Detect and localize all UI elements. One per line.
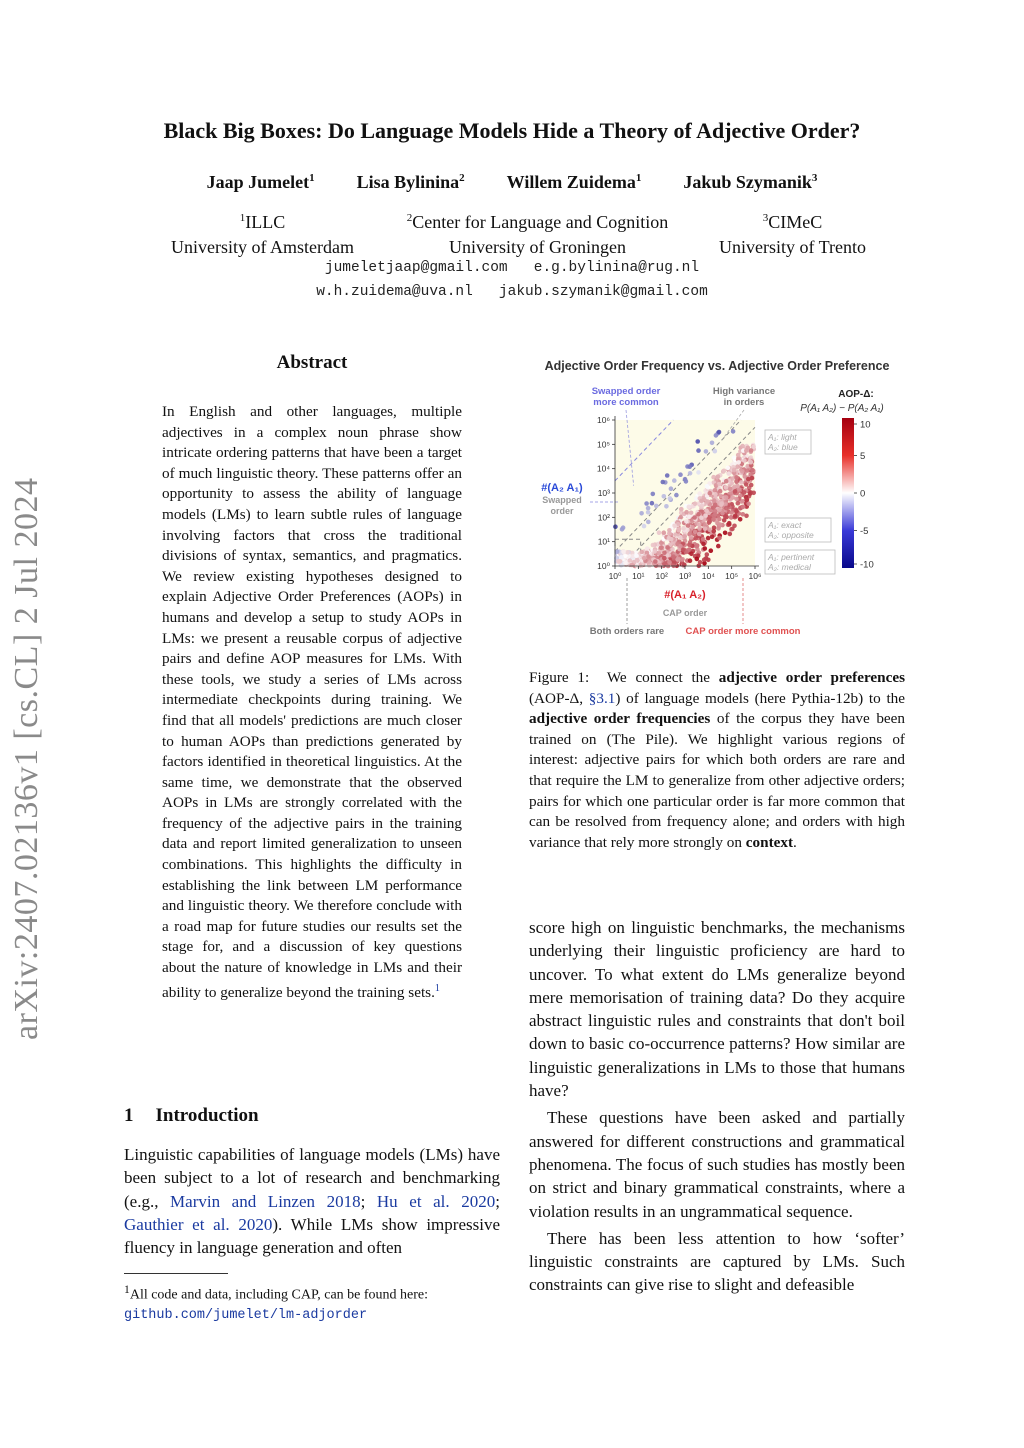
data-point	[734, 509, 739, 514]
footnote: $^1$All code and data, including CAP, can be found here: github.com/jumelet/lm-adjorder	[124, 1283, 429, 1323]
data-point	[687, 543, 692, 548]
svg-text:A₂: blue: A₂: blue	[768, 442, 798, 452]
region-label-cap: CAP order more common	[685, 626, 801, 637]
data-point	[717, 517, 722, 522]
region-label-rare: Both orders rare	[589, 626, 665, 637]
data-point	[708, 491, 713, 496]
data-point	[717, 482, 722, 487]
data-point	[628, 558, 633, 563]
data-point	[697, 491, 702, 496]
paragraph: There has been less attention to how ‘softer’ linguistic constraints are captured by LMs. Such constraints can give rise to slight and defeasible	[529, 1228, 905, 1295]
data-point	[724, 479, 729, 484]
author: Lisa Bylinina$^2$	[356, 172, 465, 192]
data-point	[740, 469, 745, 474]
data-point	[705, 499, 710, 504]
data-point	[704, 449, 709, 454]
data-point	[705, 552, 710, 557]
y-tick-label: 10²	[597, 512, 610, 523]
data-point	[639, 511, 644, 516]
data-point	[711, 517, 716, 522]
data-point	[653, 559, 658, 564]
data-point	[688, 558, 693, 563]
data-point	[644, 501, 649, 506]
data-point	[690, 525, 695, 530]
data-point	[615, 549, 620, 554]
data-point	[699, 499, 704, 504]
data-point	[670, 547, 675, 552]
data-point	[651, 543, 656, 548]
data-point	[722, 469, 727, 474]
data-point	[684, 479, 689, 484]
data-point	[723, 531, 728, 536]
data-point	[716, 544, 721, 549]
colorbar-formula: P(A₁ A₂) − P(A₂ A₁)	[800, 403, 884, 414]
data-point	[680, 557, 685, 562]
data-point	[696, 448, 701, 453]
data-point	[703, 513, 708, 518]
data-point	[651, 492, 656, 497]
figure-chart	[530, 352, 910, 642]
email-line: jumeletjaap@gmail.com e.g.bylinina@rug.nl	[324, 260, 700, 276]
data-point	[733, 513, 738, 518]
github-link[interactable]: github.com/jumelet/lm-adjorder	[124, 1307, 368, 1323]
data-point	[713, 492, 718, 497]
data-point	[695, 439, 700, 444]
example-pair-box	[765, 550, 835, 574]
author: Willem Zuidema$^1$	[506, 172, 642, 192]
data-point	[728, 532, 733, 537]
data-point	[630, 563, 635, 568]
x-tick-label: 10⁶	[748, 571, 762, 581]
data-point	[716, 474, 721, 479]
data-point	[642, 524, 647, 529]
data-point	[702, 557, 707, 562]
data-point	[700, 503, 705, 508]
data-point	[732, 468, 737, 473]
data-point	[740, 444, 745, 449]
x-tick-label: 10³	[678, 571, 692, 581]
data-point	[734, 475, 739, 480]
data-point	[650, 501, 655, 506]
data-point	[701, 537, 706, 542]
data-point	[750, 468, 755, 473]
data-point	[714, 433, 719, 438]
data-point	[736, 501, 741, 506]
data-point	[736, 453, 741, 458]
affiliation: $^1$ILLC University of Amsterdam	[171, 212, 354, 257]
author-list	[0, 172, 1024, 193]
data-point	[697, 526, 702, 531]
data-point	[625, 550, 630, 555]
arxiv-stamp: arXiv:2407.02136v1 [cs.CL] 2 Jul 2024	[8, 477, 45, 1040]
data-point	[728, 487, 733, 492]
data-point	[746, 501, 751, 506]
data-point	[717, 508, 722, 513]
affiliation: $^2$Center for Language and Cognition University of Groningen	[406, 212, 669, 257]
data-point	[741, 505, 746, 510]
y-tick-label: 10⁴	[596, 463, 610, 474]
data-point	[724, 485, 729, 490]
data-point	[735, 484, 740, 489]
data-point	[621, 525, 626, 530]
data-point	[642, 556, 647, 561]
data-point	[686, 523, 691, 528]
data-point	[726, 466, 731, 471]
x-axis-sublabel: CAP order	[662, 608, 708, 618]
y-tick-label: 10¹	[597, 536, 610, 547]
data-point	[713, 502, 718, 507]
data-point	[742, 490, 747, 495]
paragraph: score high on linguistic benchmarks, the mechanisms underlying their linguistic proficiency are hard to uncover. To what extent do LMs generalize beyond mere memorisation of training data? Do they acquire abstract linguistic rules and constraints that don't boil down to basic co-occurrence patterns? How similar are linguistic generalizations in LMs to those that humans have?	[529, 918, 905, 1101]
data-point	[727, 521, 732, 526]
data-point	[697, 532, 702, 537]
data-point	[706, 536, 711, 541]
data-point	[696, 470, 701, 475]
data-point	[712, 498, 717, 503]
data-point	[713, 449, 718, 454]
data-point	[682, 563, 687, 568]
footnote-rule	[124, 1273, 228, 1274]
data-point	[662, 550, 667, 555]
data-point	[669, 537, 674, 542]
y-tick-label: 10³	[597, 488, 610, 498]
svg-text:A₂: medical: A₂: medical	[768, 562, 811, 572]
colorbar-tick-label: -5	[860, 526, 869, 537]
citation-link[interactable]: Marvin and Linzen 2018	[170, 1191, 361, 1211]
x-tick-label: 10¹	[632, 571, 645, 581]
y-axis-label: #(A₂ A₁)	[541, 482, 583, 494]
colorbar-tick-label: 0	[860, 488, 866, 500]
author: Jakub Szymanik$^3$	[683, 172, 818, 192]
data-point	[716, 526, 721, 531]
data-point	[692, 515, 697, 520]
data-point	[689, 535, 694, 540]
y-tick-label: 10⁵	[597, 439, 610, 450]
data-point	[704, 508, 709, 513]
data-point	[710, 535, 715, 540]
data-point	[751, 491, 756, 496]
data-point	[619, 555, 624, 560]
y-tick-label: 10⁶	[597, 415, 610, 425]
data-point	[672, 524, 677, 529]
example-pair-box	[765, 430, 811, 454]
data-point	[687, 505, 692, 510]
data-point	[693, 501, 698, 506]
data-point	[668, 496, 673, 501]
data-point	[687, 464, 692, 469]
data-point	[702, 522, 707, 527]
colorbar-tick-label: -10	[860, 559, 874, 571]
footnote-link[interactable]: 1	[434, 982, 440, 994]
data-point	[672, 478, 677, 483]
data-point	[646, 510, 651, 515]
data-point	[744, 448, 749, 453]
x-tick-label: 10⁵	[725, 571, 739, 581]
data-point	[671, 554, 676, 559]
data-point	[681, 547, 686, 552]
data-point	[667, 528, 672, 533]
data-point	[646, 520, 651, 525]
data-point	[674, 493, 679, 498]
data-point	[687, 515, 692, 520]
right-column-text	[529, 916, 905, 1297]
abstract-heading: Abstract	[276, 352, 348, 373]
data-point	[712, 529, 717, 534]
data-point	[623, 560, 628, 565]
data-point	[726, 472, 731, 477]
data-point	[657, 530, 662, 535]
data-point	[744, 482, 749, 487]
data-point	[741, 512, 746, 517]
data-point	[695, 557, 700, 562]
data-point	[736, 460, 741, 465]
data-point	[703, 546, 708, 551]
colorbar-tick-label: 10	[860, 419, 871, 431]
svg-text:A₁: pertinent: A₁: pertinent	[768, 552, 815, 562]
svg-text:A₁: light: A₁: light	[768, 432, 797, 442]
data-point	[662, 556, 667, 561]
data-point	[616, 559, 621, 564]
data-point	[669, 486, 674, 491]
data-point	[717, 430, 722, 435]
data-point	[713, 488, 718, 493]
data-point	[679, 507, 684, 512]
data-point	[701, 542, 706, 547]
data-point	[731, 429, 736, 434]
data-point	[693, 530, 698, 535]
x-tick-label: 10²	[655, 571, 668, 581]
data-point	[661, 480, 666, 485]
x-tick-label: 10⁴	[701, 571, 715, 581]
data-point	[684, 519, 689, 524]
data-point	[613, 524, 618, 529]
svg-text:A₂: opposite: A₂: opposite	[768, 530, 814, 540]
data-point	[689, 552, 694, 557]
region-label-variance: High variance in orders	[712, 386, 776, 408]
data-point	[738, 517, 743, 522]
data-point	[662, 530, 667, 535]
data-point	[749, 460, 754, 465]
section-link[interactable]: §3.1	[588, 689, 616, 707]
data-point	[749, 483, 754, 488]
data-point	[742, 458, 747, 463]
data-point	[665, 545, 670, 550]
paper-title: Black Big Boxes: Do Language Models Hide a Theory of Adjective Order?	[163, 118, 861, 143]
data-point	[699, 515, 704, 520]
data-point	[694, 544, 699, 549]
data-point	[703, 526, 708, 531]
region-label-swapped: Swapped order more common	[591, 386, 661, 408]
chart-title: Adjective Order Frequency vs. Adjective Order Preference	[544, 359, 890, 373]
paragraph: These questions have been asked and partially answered for different constructions and grammatical phenomena. The focus of such studies has mostly been on strict and binary grammatical constraints, where a violation results in an ungrammatical sequence.	[529, 1108, 905, 1221]
data-point	[724, 495, 729, 500]
y-tick-label: 10⁰	[597, 561, 610, 571]
data-point	[678, 472, 683, 477]
data-point	[710, 441, 715, 446]
data-point	[745, 468, 750, 473]
data-point	[746, 477, 751, 482]
data-point	[688, 471, 693, 476]
y-axis-sublabel: Swapped order	[542, 495, 582, 516]
data-point	[709, 548, 714, 553]
abstract-body: In English and other languages, multiple adjectives in a complex noun phrase show intricate ordering patterns that have been a target of much linguistic theory. These patterns offer an opportunity to assess the ability of language models (LMs) to learn subtle rules of language involving factors that cross the traditional divisions of syntax, semantics, and pragmatics. We review existing hypotheses designed to explain Adjective Order Preferences (AOPs) in humans and develop a setup to study AOPs in LMs: we present a reusable corpus of adjective pairs and define AOP measures for LMs. With these tools, we study a series of LMs across intermediate checkpoints during training. We find that all models' predictions are much closer to human AOPs than predictions generated by factors identified in theoretical linguistics. At the same time, we demonstrate that the observed AOPs in LMs are strongly correlated with the frequency of the adjective pairs in the training data and report limited generalization to unseen combinations. This highlights the difficulty in establishing the link between LM performance and linguistic theory. We therefore conclude with a road map for future studies our results set the stage for, and a discussion of key questions about the nature of knowledge in LMs and their ability to generalize beyond the training sets.$^1$	[162, 403, 462, 1001]
affiliation: $^3$CIMeC University of Trento	[718, 212, 866, 257]
data-point	[745, 497, 750, 502]
data-point	[652, 549, 657, 554]
colorbar-ticks	[854, 420, 874, 571]
data-point	[739, 480, 744, 485]
citation-link[interactable]: Hu et al. 2020	[376, 1191, 496, 1211]
data-point	[634, 553, 639, 558]
data-point	[659, 545, 664, 550]
data-point	[676, 528, 681, 533]
data-point	[720, 501, 725, 506]
data-point	[665, 473, 670, 478]
x-axis-label: #(A₁ A₂)	[664, 589, 706, 601]
email-line: w.h.zuidema@uva.nl jakub.szymanik@gmail.com	[316, 284, 708, 300]
svg-text:A₁: exact: A₁: exact	[768, 520, 802, 530]
figure-caption: Figure 1: We connect the adjective order preferences (AOP-Δ, §3.1) of language models (here Pythia-12b) to the adjective order frequencies of the corpus they have been trained on (The Pile). We highlight various regions of interest: adjective pairs for which both orders are rare and that require the LM to generalize from other adjective orders; pairs for which one particular order is far more common that can be resolved from frequency alone; and orders with high variance that rely more strongly on context.	[529, 669, 906, 851]
author: Jaap Jumelet$^1$	[206, 172, 315, 192]
data-point	[646, 554, 651, 559]
data-point	[646, 506, 651, 511]
data-point	[682, 534, 687, 539]
data-point	[684, 510, 689, 515]
data-point	[654, 504, 659, 509]
data-point	[730, 527, 735, 532]
data-point	[734, 497, 739, 502]
data-point	[706, 558, 711, 563]
data-point	[676, 557, 681, 562]
data-point	[729, 510, 734, 515]
data-point	[667, 560, 672, 565]
data-point	[705, 484, 710, 489]
intro-paragraph: Linguistic capabilities of language models (LMs) have been subject to a lot of research and benchmarking (e.g., Marvin and Linzen 2018; Hu et al. 2020; Gauthier et al. 2020). While LMs show impressive fluency in language generation and often	[124, 1145, 500, 1258]
data-point	[681, 526, 686, 531]
data-point	[662, 494, 667, 499]
colorbar-title: AOP-Δ:	[838, 389, 874, 400]
data-point	[664, 504, 669, 509]
data-point	[657, 551, 662, 556]
data-point	[707, 520, 712, 525]
section-heading: 1 Introduction	[124, 1105, 259, 1126]
data-point	[645, 546, 650, 551]
colorbar	[842, 418, 854, 568]
data-point	[733, 489, 738, 494]
x-tick-label: 10⁰	[608, 571, 622, 581]
data-point	[621, 549, 626, 554]
example-pair-box	[765, 518, 831, 542]
citation-link[interactable]: Gauthier et al. 2020	[124, 1214, 273, 1234]
data-point	[751, 445, 756, 450]
data-point	[724, 506, 729, 511]
data-point	[717, 536, 722, 541]
colorbar-tick-label: 5	[860, 451, 866, 462]
